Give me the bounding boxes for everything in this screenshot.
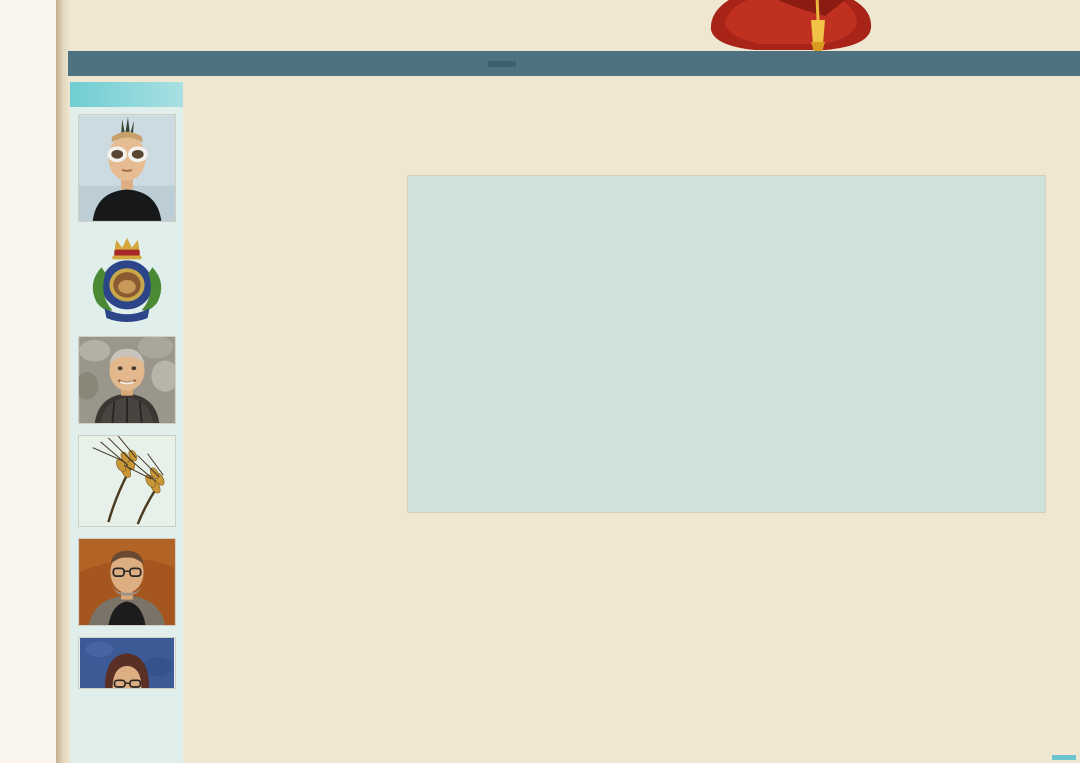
article-column-1	[187, 180, 398, 763]
woman-partial-photo	[78, 637, 176, 689]
inside-header	[70, 82, 183, 107]
continues-on-page-2-tag	[1052, 755, 1076, 760]
volume-bar	[68, 51, 1080, 76]
article-column-4	[851, 556, 1069, 763]
mohawk-man-photo	[78, 114, 176, 222]
sidebar-item-from-the-sidelines	[78, 336, 176, 428]
sidebar-item-camshaft-corner	[78, 114, 176, 226]
main-headline	[183, 80, 1071, 184]
bearded-man-photo	[78, 538, 176, 626]
sidebar-item-partial	[78, 637, 176, 689]
meeting-photo-svg	[408, 176, 1045, 512]
inside-sidebar	[70, 82, 183, 763]
red-grad-cap-graphic	[705, 0, 875, 52]
sidebar-item-crop-report	[78, 435, 176, 531]
older-man-photo	[78, 336, 176, 424]
sidebar-item-ag-notes	[78, 538, 176, 630]
rcmp-crest	[78, 233, 176, 325]
masthead	[70, 0, 1080, 50]
meeting-photo	[408, 176, 1045, 512]
article-column-2	[409, 559, 620, 763]
wheat-heads-photo	[78, 435, 176, 527]
newspaper-page-edge	[56, 0, 70, 763]
scanner-background-band	[0, 0, 56, 763]
established-label	[488, 61, 516, 67]
sidebar-item-rcmp-report	[78, 233, 176, 329]
article-column-3	[630, 556, 842, 763]
